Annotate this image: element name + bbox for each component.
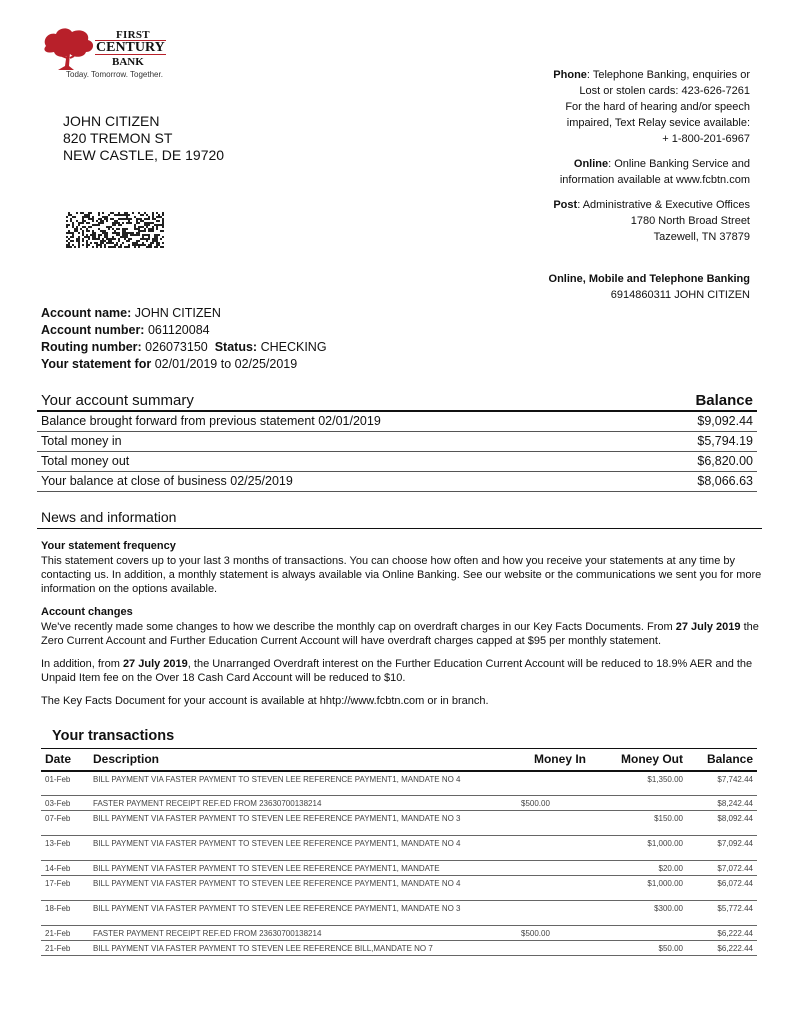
summary-title: Your account summary xyxy=(41,392,194,409)
account-details: Account name: JOHN CITIZEN Account number: 061120084 Routing number: 026073150 Status: CHECKING Your statement for 02/01/2019 to 02/25/2019 xyxy=(41,306,327,371)
account-changes-heading: Account changes xyxy=(41,606,133,618)
summary-row: Your balance at close of business 02/25/2019 $8,066.63 xyxy=(37,472,757,492)
online-banking-detail: 6914860311 JOHN CITIZEN xyxy=(610,289,750,301)
statement-frequency-text: This statement covers up to your last 3 months of transactions. You can choose how often and how you receive your statements at any time by contacting us. In addition, a monthly statement is always available via Online Banking. See our website or the communications we sent you for more information on the options available. xyxy=(41,555,762,595)
routing-number: 026073150 xyxy=(145,340,208,354)
table-row: 14-Feb BILL PAYMENT VIA FASTER PAYMENT TO STEVEN LEE REFERENCE PAYMENT1, MANDATE $20.00 $7,072.44 xyxy=(41,861,757,876)
col-header-date: Date xyxy=(41,749,89,771)
customer-address xyxy=(63,113,224,164)
account-changes-paragraph: We've recently made some changes to how we describe the monthly cap on overdraft charges in our Key Facts Documents. From 27 July 2019 the Zero Current Account and Further Education Current Account will have overdraft charges capped at $95 per monthly statement. xyxy=(41,621,759,647)
contact-post: Post: Administrative & Executive Offices 1780 North Broad Street Tazewell, TN 37879 xyxy=(553,199,750,243)
key-facts-paragraph: The Key Facts Document for your account is available at hhtp://www.fcbtn.com or in branch. xyxy=(41,695,489,707)
col-header-description: Description xyxy=(89,749,517,771)
table-row: 17-Feb BILL PAYMENT VIA FASTER PAYMENT TO STEVEN LEE REFERENCE PAYMENT1, MANDATE NO 4 $1,000.00 $6,072.44 xyxy=(41,876,757,901)
bank-logo xyxy=(40,26,180,82)
logo-text-first: FIRST xyxy=(116,29,150,41)
account-status: CHECKING xyxy=(260,340,327,354)
contact-phone: Phone: Telephone Banking, enquiries or Lost or stolen cards: 423-626-7261 For the hard of hearing and/or speech impaired, Text Relay sevice available: + 1-800-201-6967 xyxy=(553,69,750,145)
logo-text-century: CENTURY xyxy=(96,40,165,55)
online-banking-block xyxy=(549,271,750,303)
table-row: 03-Feb FASTER PAYMENT RECEIPT REF.ED FROM 23630700138214 $500.00 $8,242.44 xyxy=(41,796,757,811)
account-changes-paragraph: In addition, from 27 July 2019, the Unarranged Overdraft interest on the Further Education Current Account will be reduced to 18.9% AER and the Unpaid Item fee on the Over 18 Cash Card Account will be reduced to $10. xyxy=(41,658,753,684)
statement-period: 02/01/2019 to 02/25/2019 xyxy=(154,357,298,371)
account-summary xyxy=(37,392,757,492)
news-section xyxy=(41,539,763,717)
col-header-balance: Balance xyxy=(687,749,757,771)
table-row: 01-Feb BILL PAYMENT VIA FASTER PAYMENT TO STEVEN LEE REFERENCE PAYMENT1, MANDATE NO 4 $1,350.00 $7,742.44 xyxy=(41,771,757,796)
table-row: 07-Feb BILL PAYMENT VIA FASTER PAYMENT TO STEVEN LEE REFERENCE PAYMENT1, MANDATE NO 3 $150.00 $8,092.44 xyxy=(41,811,757,836)
table-row: 21-Feb BILL PAYMENT VIA FASTER PAYMENT TO STEVEN LEE REFERENCE BILL,MANDATE NO 7 $50.00 $6,222.44 xyxy=(41,941,757,956)
news-divider xyxy=(37,528,762,529)
col-header-money-out: Money Out xyxy=(590,749,687,771)
summary-row: Balance brought forward from previous statement 02/01/2019 $9,092.44 xyxy=(37,412,757,432)
contact-online: Online: Online Banking Service and information available at www.fcbtn.com xyxy=(559,158,750,186)
online-banking-heading: Online, Mobile and Telephone Banking xyxy=(548,273,750,285)
postal-barcode xyxy=(66,212,164,248)
summary-balance-header: Balance xyxy=(695,392,753,409)
table-row: 13-Feb BILL PAYMENT VIA FASTER PAYMENT TO STEVEN LEE REFERENCE PAYMENT1, MANDATE NO 4 $1,000.00 $7,092.44 xyxy=(41,836,757,861)
news-title: News and information xyxy=(41,509,177,525)
customer-street: 820 TREMON ST xyxy=(63,130,173,146)
table-row: 21-Feb FASTER PAYMENT RECEIPT REF.ED FROM 23630700138214 $500.00 $6,222.44 xyxy=(41,926,757,941)
summary-row: Total money out $6,820.00 xyxy=(37,452,757,472)
customer-city: NEW CASTLE, DE 19720 xyxy=(63,147,225,163)
account-name: JOHN CITIZEN xyxy=(134,306,221,320)
tree-icon xyxy=(40,26,100,74)
statement-frequency-heading: Your statement frequency xyxy=(41,540,176,552)
summary-header xyxy=(37,392,757,412)
contact-info xyxy=(490,67,750,254)
logo-text-bank: BANK xyxy=(112,56,144,68)
bank-tagline: Today. Tomorrow. Together. xyxy=(66,70,163,79)
transactions-title: Your transactions xyxy=(52,728,175,744)
table-row: 18-Feb BILL PAYMENT VIA FASTER PAYMENT TO STEVEN LEE REFERENCE PAYMENT1, MANDATE NO 3 $300.00 $5,772.44 xyxy=(41,901,757,926)
transactions-table xyxy=(41,748,757,956)
customer-name: JOHN CITIZEN xyxy=(63,113,160,129)
col-header-money-in: Money In xyxy=(517,749,590,771)
transactions-header-row xyxy=(41,749,757,771)
summary-row: Total money in $5,794.19 xyxy=(37,432,757,452)
account-number: 061120084 xyxy=(147,323,210,337)
